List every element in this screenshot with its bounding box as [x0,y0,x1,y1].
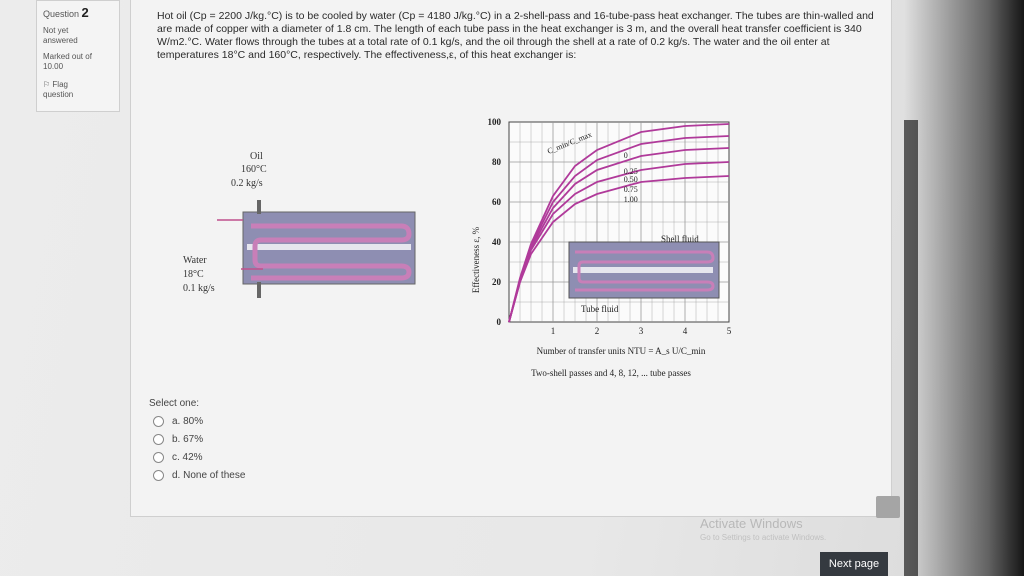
water-rate: 0.1 kg/s [183,283,215,294]
inset-baffle [573,267,713,273]
screen-shadow [904,0,1024,576]
marks-text [43,52,113,72]
option-c-label: c. 42% [172,452,203,463]
radio-option-a[interactable] [153,416,164,427]
effectiveness-chart [471,110,751,385]
marks-line-1: Marked out of [43,52,92,61]
y-tick-label: 40 [492,237,501,247]
y-axis-label: Effectiveness ε, % [471,226,481,294]
inset-shell-label: Shell fluid [661,234,699,244]
oil-temp: 160°C [241,164,267,175]
option-c[interactable] [153,452,245,463]
question-number-label [43,5,113,20]
oil-rate: 0.2 kg/s [231,178,263,189]
answer-options [149,398,245,481]
question-info-panel [36,0,120,112]
option-d[interactable] [153,470,245,481]
oil-outlet-nozzle [257,282,261,298]
status-text [43,26,113,46]
water-label: Water [183,255,207,266]
series-label: 0.50 [623,175,638,184]
radio-option-b[interactable] [153,434,164,445]
option-b-label: b. 67% [172,434,204,445]
y-tick-label: 80 [492,157,501,167]
flag-question-link[interactable] [43,80,113,100]
x-tick-label: 5 [726,326,732,336]
radio-option-d[interactable] [153,470,164,481]
curve-parameter-label: C_min/C_max [545,129,594,156]
flag-line-1: Flag [52,80,68,89]
question-label: Question [43,9,80,19]
option-b[interactable] [153,434,245,445]
flag-icon: ⚐ [43,80,51,89]
radio-option-c[interactable] [153,452,164,463]
x-axis-label: Number of transfer units NTU = A_s U/C_min [536,346,706,356]
option-a-label: a. 80% [172,416,204,427]
series-label: 0.25 [623,167,638,176]
inset-tube-label: Tube fluid [581,304,619,314]
x-tick-label: 2 [594,326,600,336]
status-line-2: answered [43,36,78,45]
y-tick-label: 100 [487,117,501,127]
water-temp: 18°C [183,269,204,280]
activate-windows-subtext: Go to Settings to activate Windows. [700,533,827,542]
oil-inlet-nozzle [257,200,261,214]
status-line-1: Not yet [43,26,69,35]
question-text: Hot oil (Cp = 2200 J/kg.°C) is to be cooled by water (Cp = 4180 J/kg.°C) in a 2-shell-pass and 16-tube-pass heat exchanger. The tubes are thin-walled and are made of copper with a diameter of 1.8 cm. The length of each tube pass in the heat exchanger is 3 m, and the overall heat transfer coefficient is 340 W/m2.°C. Water flows through the tubes at a total rate of 0.1 kg/s, and the oil through the shell at a rate of 0.2 kg/s. The water and the oil enter at temperatures 18°C and 160°C, respectively. The effectiveness,ε, of this heat exchanger is: [157,10,874,61]
option-d-label: d. None of these [172,470,246,481]
activate-windows-text: Activate Windows [700,516,803,531]
y-tick-label: 60 [492,197,501,207]
flag-line-2: question [43,90,74,99]
y-tick-label: 20 [492,277,501,287]
select-one-label: Select one: [149,398,200,409]
chart-caption: Two-shell passes and 4, 8, 12, ... tube passes [531,368,691,378]
series-label: 0.75 [623,185,638,194]
question-content [130,0,892,517]
oil-label: Oil [250,151,263,162]
quiz-nav-button[interactable] [876,496,900,518]
marks-line-2: 10.00 [43,62,64,71]
x-tick-label: 3 [638,326,644,336]
heat-exchanger-figure [171,140,431,310]
series-label: 0 [623,151,628,160]
x-tick-label: 4 [682,326,688,336]
x-tick-label: 1 [550,326,556,336]
series-label: 1.00 [623,195,638,204]
y-tick-label: 0 [496,317,501,327]
question-number: 2 [81,5,89,20]
option-a[interactable] [153,416,245,427]
next-page-button[interactable]: Next page [820,552,888,576]
shell-baffle [247,244,411,250]
